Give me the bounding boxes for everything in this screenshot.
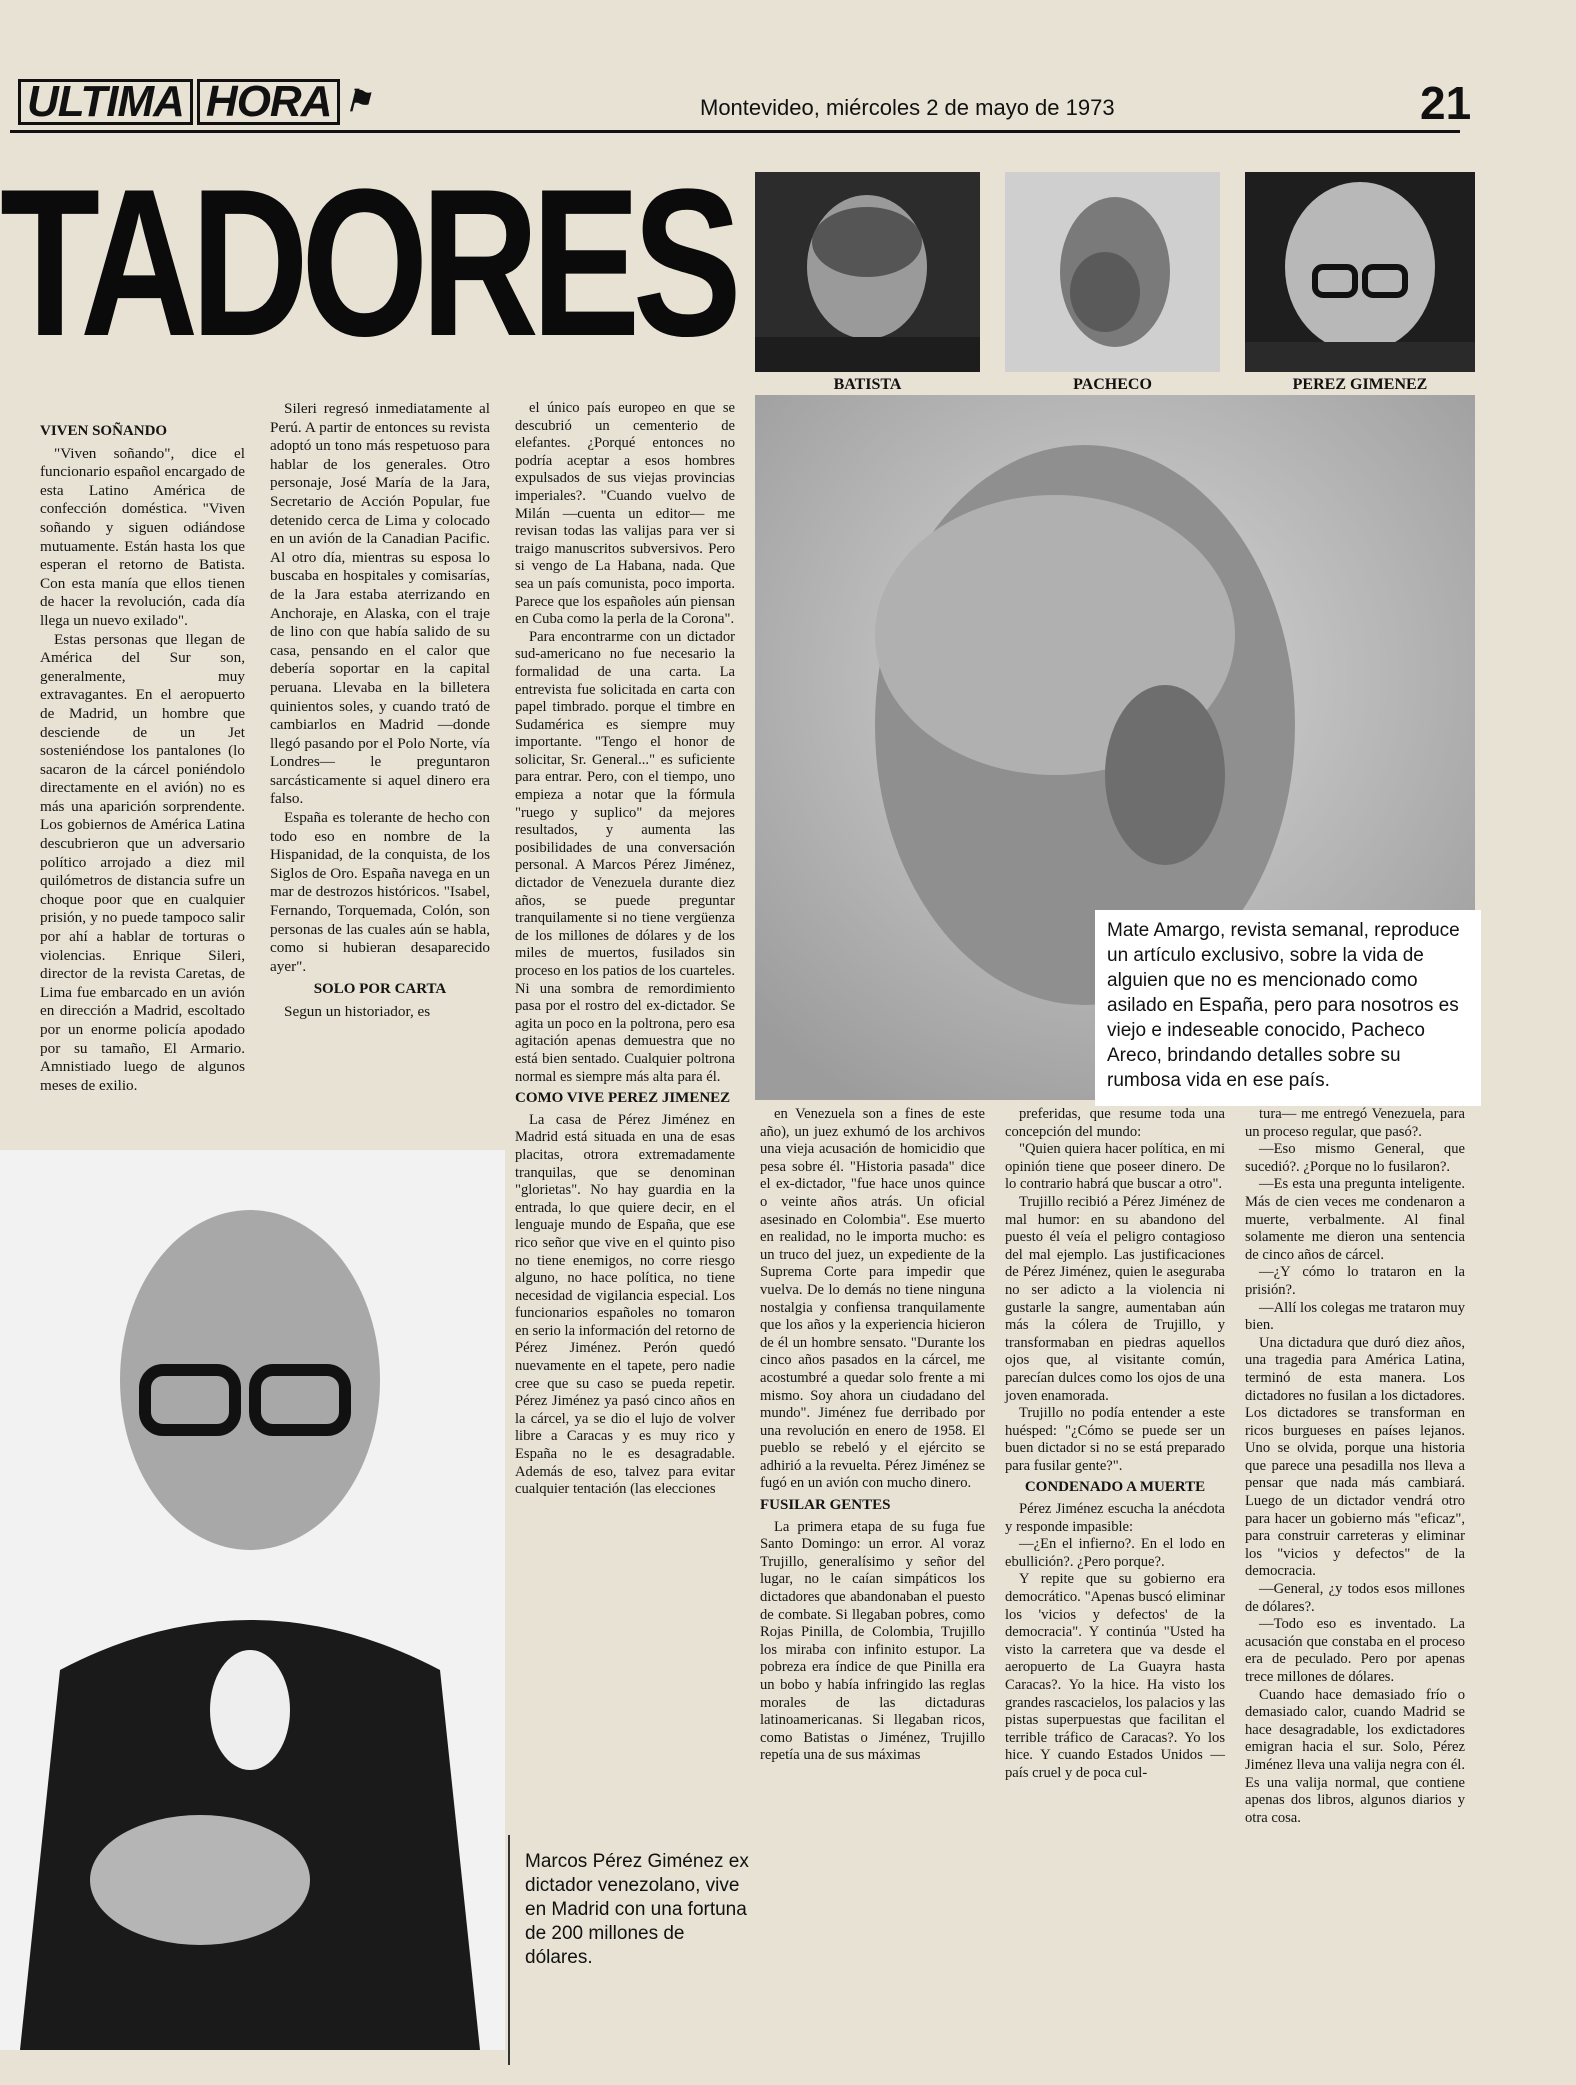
paragraph: en Venezuela son a fines de este año), un juez exhumó de los archivos una vieja acusación de homicidio que pesa sobre él. "Historia pasada" dice el ex-dictador, "fue hace unos quince o veinte años atrás. Un oficial asesinado en Colombia". Ese muerto en realidad, no le importa mucho: es un truco del juez, un expediente de la Suprema Corte para impedir que vuelva. De lo demás no tiene ninguna nostalgia y confiensa tranquilamente que los años y la experiencia hicieron de él un hombre sensato. "Durante los cinco años pasados en la cárcel, me acostumbré a quedar solo frente a mi mismo. Soy ahora un ciudadano del mundo". Jiménez fue derribado por una revolución en enero de 1958. El pueblo se rebeló y el ejército se adhirió a la revuelta. Pérez Jiménez se fugó en un avión con mucho dinero. xyxy=(760,1106,985,1492)
headline: TADORES xyxy=(0,145,735,380)
photo-pacheco xyxy=(1005,172,1220,372)
dateline: Montevideo, miércoles 2 de mayo de 1973 xyxy=(700,95,1115,120)
paragraph: —Es esta una pregunta inteligente. Más de cien veces me condenaron a muerte, verbalmente. Al final solamente me dieron una sentencia de cinco años de cárcel. xyxy=(1245,1176,1465,1263)
paragraph: Trujillo no podía entender a este huésped: "¿Cómo se puede ser un buen dictador si no se está preparado para fusilar gente?". xyxy=(1005,1405,1225,1474)
paragraph: —¿En el infierno?. En el lodo en ebullición?. ¿Pero porque?. xyxy=(1005,1536,1225,1570)
newspaper-logo xyxy=(18,78,398,126)
column-5 xyxy=(1005,1106,1225,1783)
caption-pacheco: PACHECO xyxy=(1073,376,1152,393)
logo-ultima: ULTIMA xyxy=(18,79,193,125)
perez-gimenez-portrait-image xyxy=(1245,172,1475,372)
perez-jimenez-large-image xyxy=(0,1150,505,2050)
masthead-rule xyxy=(10,130,1460,133)
logo-emblem-icon: ⚑ xyxy=(344,85,371,118)
paragraph: —¿Y cómo lo trataron en la prisión?. xyxy=(1245,1264,1465,1298)
caption-batista: BATISTA xyxy=(833,376,902,393)
batista-portrait-image xyxy=(755,172,980,372)
portrait-caption: Mate Amargo, revista semanal, reproduce un artículo exclusivo, sobre la vida de alguien que no es mencionado como asilado en España, pero para nosotros es viejo e indeseable conocido, Pacheco Areco, brindando detalles sobre su rumbosa vida en ese país. xyxy=(1095,910,1481,1106)
paragraph: Trujillo recibió a Pérez Jiménez de mal humor: en su abandono del puesto él veía el peligro contagioso del mal ejemplo. Las justificaciones de Pérez Jiménez, quien le aseguraba no ser adicto a la violencia ni gustarle la sangre, aumentaban aún más la cólera de Trujillo, y transformaban en piedras aquellos ojos que, al visitante común, parecían dulces como los ojos de una joven enamorada. xyxy=(1005,1193,1225,1404)
pacheco-portrait-image xyxy=(1005,172,1220,372)
paragraph: tura— me entregó Venezuela, para un proceso regular, que pasó?. xyxy=(1245,1106,1465,1140)
paragraph: —General, ¿y todos esos millones de dólares?. xyxy=(1245,1581,1465,1615)
column-2 xyxy=(270,400,490,1022)
paragraph: Segun un historiador, es xyxy=(284,1003,431,1020)
caption-perez-gimenez: PEREZ GIMENEZ xyxy=(1292,376,1428,393)
column-6 xyxy=(1245,1106,1465,1827)
photo-perez-jimenez-large xyxy=(0,1150,505,2050)
paragraph: Y repite que su gobierno era democrático. "Apenas buscó eliminar los 'vicios y defectos' de la democracia". Y continúa "Usted ha visto la carretera que va desde el aeropuerto de La Guayra hasta Caracas?. Yo la hice. Ha visto los grandes rascacielos, los palacios y las pistas superpuestas que facilitan el terrible tráfico de Caracas?. Yo los hice. Y cuando Estados Unidos —país cruel y de poca cul- xyxy=(1005,1571,1225,1781)
paragraph: —Todo eso es inventado. La acusación que constaba en el proceso era de peculado. Pero por apenas trece millones de dólares. xyxy=(1245,1616,1465,1685)
subheading-como-vive: COMO VIVE PEREZ JIMENEZ xyxy=(515,1090,731,1107)
paragraph: La primera etapa de su fuga fue Santo Domingo: un error. Al voraz Trujillo, generalísimo y señor del lugar, no le caían simpáticos los dictadores que abandonaban el puesto de combate. Si llegaban pobres, como Rojas Pinilla, de Colombia, Trujillo los miraba con infinito estupor. La pobreza era índice de que Pinilla era un bobo y había infringido las reglas morales de las dictaduras latinoamericanas. Si llegaban ricos, como Batistas o Jiménez, Trujillo repetía una de sus máximas xyxy=(760,1518,985,1764)
photo-batista xyxy=(755,172,980,372)
caption-divider xyxy=(508,1835,510,2065)
paragraph: Cuando hace demasiado frío o demasiado calor, cuando Madrid se hace desagradable, los exdictadores emigran hacia el sur. Solo, Pérez Jiménez lleva una valija negra con él. Es una valija normal, que contiene apenas dos libros, algunos diarios y otra cosa. xyxy=(1245,1686,1465,1826)
subheading-condenado: CONDENADO A MUERTE xyxy=(1024,1479,1206,1496)
paragraph: Una dictadura que duró diez años, una tragedia para América Latina, terminó de esta manera. Los dictadores no fusilan a los dictadores. Los dictadores se transforman en ricos burgueses en países lejanos. Uno se olvida, porque una historia que parece una pesadilla nos lleva a pensar que nada más cambiará. Luego de un dictador vendrá otro para hacer un gobierno más "eficaz", para construir carreteras y eliminar los "vicios y defectos" de la democracia. xyxy=(1245,1334,1465,1580)
paragraph: —Allí los colegas me trataron muy bien. xyxy=(1245,1299,1465,1334)
paragraph: "Quien quiera hacer política, en mi opinión tiene que poseer dinero. De lo contrario habrá que buscar a otro". xyxy=(1005,1141,1225,1193)
photo-perez-gimenez xyxy=(1245,172,1475,372)
paragraph: el único país europeo en que se descubrió un cementerio de elefantes. ¿Porqué entonces no podría aceptar a esos hombres expulsados de sus viejas provincias imperiales?. "Cuando vuelvo de Milán —cuenta un editor— me revisan todas las valijas para ver si traigo manuscritos subversivos. Pero si vengo de La Habana, nada. Que sea un país comunista, poco importa. Parece que los españoles aún piensan en Cuba como la perla de la Corona". xyxy=(515,400,735,628)
subheading-solo-por-carta: SOLO POR CARTA xyxy=(313,981,447,998)
subheading-fusilar-gentes: FUSILAR GENTES xyxy=(760,1497,891,1514)
paragraph: Estas personas que llegan de América del Sur son, generalmente, muy extravagantes. En el aeropuerto de Madrid, un hombre que desciende de un Jet sosteniéndose los pantalones (lo sacaron de la cárcel poniéndolo directamente en el avión) no es más una aparición sorprendente. Los gobiernos de América Latina descubrieron que un adversario político arrojado a diez mil quilómetros de distancia sufre un choque poor que en cualquier prisión, y no puede tampoco salir por ahí a hablar de torturas o violencias. Enrique Sileri, director de la revista Caretas, de Lima fue embarcado en un avión en dirección a Madrid, escoltado por un enorme policía apodado por su tamaño, El Armario. Amnistiado luego de algunos meses de exilio. xyxy=(40,630,245,1094)
page-number: 21 xyxy=(1420,77,1472,129)
column-3 xyxy=(515,400,735,1499)
paragraph: —Eso mismo General, que sucedió?. ¿Porque no lo fusilaron?. xyxy=(1245,1141,1465,1175)
column-4 xyxy=(760,1106,985,1765)
paragraph: Pérez Jiménez escucha la anécdota y responde impasible: xyxy=(1005,1501,1225,1535)
paragraph: La casa de Pérez Jiménez en Madrid está situada en una de esas placitas, otrora extremadamente tranquilas, que se denominan "glorietas". No hay guardia en la entrada, lo que quiere decir, en el lenguaje mundo de España, que ese rico señor que vive en el quinto piso no tiene enemigos, no corre riesgo alguno, no hace política, no tiene necesidad de vigilancia especial. Los funcionarios españoles no tomaron en serio la información del retorno de Pérez Jiménez. Perón quedó nuevamente en el tapete, pero nadie cree que su caso se pueda repetir. Pérez Jiménez ya pasó cinco años en la cárcel, ya se dio el lujo de volver libre a Caracas y es muy rico y España no le es desagradable. Además de eso, talvez para evitar cualquier tentación (las elecciones xyxy=(515,1111,735,1498)
bottom-photo-caption: Marcos Pérez Giménez ex dictador venezolano, vive en Madrid con una fortuna de 200 millones de dólares. xyxy=(525,1851,749,1968)
column-1 xyxy=(40,418,245,1095)
paragraph: "Viven soñando", dice el funcionario español encargado de esta Latino América de confección doméstica. "Viven soñando y siguen odiándose mutuamente. Están hasta los que esperan el retorno de Batista. Con esta manía que ellos tienen de hacer la revolución, cada día llega un nuevo exilado". xyxy=(40,444,245,629)
paragraph: Sileri regresó inmediatamente al Perú. A partir de entonces su revista adoptó un tono más respetuoso para hablar de los generales. Otro personaje, José María de la Jara, Secretario de Acción Popular, fue detenido cerca de Lima y colocado en un avión de la Canadian Pacific. Al otro día, mientras su esposa lo buscaba en hospitales y comisarías, de la Jara estaba aterrizando en Anchoraje, en Alaska, con el traje de lino con que había salido de su casa, pensando en el calor que debería soportar en la capital peruana. Llevaba en la billetera quinientos soles, y cuando trató de cambiarlos en Madrid —donde llegó pasando por el Polo Norte, vía Londres— le preguntaron sarcásticamente si aquel dinero era falso. xyxy=(270,400,490,808)
logo-hora: HORA xyxy=(197,79,341,125)
paragraph: España es tolerante de hecho con todo eso en nombre de la Hispanidad, de la conquista, de los Siglos de Oro. España navega en un mar de destrozos históricos. "Isabel, Fernando, Torquemada, Colón, son personas de las cuales aún se habla, como si hubieran desaparecido ayer". xyxy=(270,809,490,975)
paragraph: Para encontrarme con un dictador sud-americano no fue necesario la formalidad de una carta. La entrevista fue solicitada en carta con papel timbrado. porque el timbre en Sudamérica es siempre muy importante. "Tengo el honor de solicitar, Sr. General..." es suficiente para entrar. Pero, con el tiempo, uno empieza a notar que la fórmula "ruego y suplico" da mejores resultados, y aumenta las posibilidades de una conversación personal. A Marcos Pérez Jiménez, dictador de Venezuela durante diez años, se puede preguntar tranquilamente si no tiene vergüenza de los millones de dólares y de los miles de muertos, fusilados sin proceso en los patios de los cuarteles. Ni una sombra de remordimiento pasa por el rostro del ex-dictador. Se agita un poco en la poltrona, pero esa agitación apenas demuestra que no está bien sentado. Cualquier poltrona normal es siempre más alta para él. xyxy=(515,628,735,1085)
paragraph: preferidas, que resume toda una concepción del mundo: xyxy=(1005,1106,1225,1140)
subheading-viven-sonando: VIVEN SOÑANDO xyxy=(40,423,168,439)
